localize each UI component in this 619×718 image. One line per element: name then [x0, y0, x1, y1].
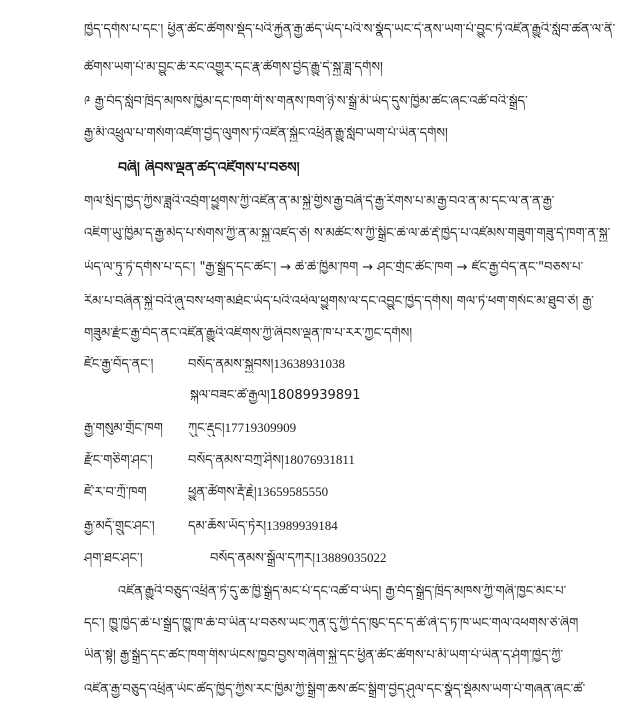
paragraph-4-line-3: ཡིན་སྟེ། རྒྱ་སྒྲོད་དང་ཚང་ཁག་གིས་ཡོངས་ཁྱབ་བྱས་གཞིག་སྐྱེ་དང་ཕྱིན་ཚོང་ཚོགས་པ་མི་ཡག་པོ་ཡིན་ད་ཤོག་ཁྱེད་ཀྱི་	[84, 648, 564, 663]
contact-name: ཕྱུན་ཚོགས་རྡོ་རྗེ།	[188, 485, 257, 500]
paragraph-3-line-5: གཟུམ་རྫོང་རྒྱ་བོད་ནང་འཛིན་རྒྱུའི་འཇིགས་ཀྱི་ཞིབས་ལྡན་ཁ་པ་རར་ཀྱང་དགོས།	[84, 326, 413, 341]
contact-row	[0, 420, 619, 437]
paragraph-1-line-1: ཁྱེད་དགོས་པ་དང་། ཕྱིན་ཚོང་ཚོགས་སྡོད་པའི་རྐྱེན་རྒྱ་ཆེད་ཡོད་པའི་ས་སྣོད་ཡང་དེ་ནས་ཡག་པོ་བྱུང་ཏེ་འཛིན་རྒྱུའི་སློབ་ཚན་ལ་ནི་	[84, 22, 616, 37]
paragraph-3-line-3	[0, 260, 619, 276]
contact-label: རྫོང་གཅིག་ཤང་།	[84, 453, 153, 468]
contact-name: བསོད་ནམས་སྒྲོལ་དཀར།	[210, 551, 316, 566]
contact-row	[0, 356, 619, 373]
paragraph-2-line-1: ༩ རྒྱ་བོད་སློབ་ཁྲིད་མཁས་ཁྱིམ་དང་ཁག་གི་ས་གནས་ཁག་ཉི་ས་སྒྲོ་མི་ཡོད་དུས་ཁྱིམ་ཚང་ཞང་འཚོ་བའི་སྒྲོད་	[84, 94, 528, 109]
contact-label: ཛོ་ར་བ་ཀྲོ་ཁག	[84, 485, 147, 500]
contact-phone: 13989939184	[266, 518, 338, 533]
paragraph-2-line-2: རྒྱ་མི་འཕྲུལ་པ་གསོག་འཛོག་བྱེད་ལུགས་ཏེ་འཛིན་སྐྱོང་འཕྲིན་རྒྱུ་སློབ་ཡག་པོ་ཡིན་དགོས།	[84, 126, 448, 141]
paragraph-4-line-2: དང་། ཁྱུ་ཁྱེད་ཆེ་པ་སྒྲོད་ཁྱུ་ཁ་ཆོ་བ་ཡིན་པ་བཅས་ཡང་ཀུན་དུ་ཀྱི་དོད་ཁུང་དང་ད་ཚོ་ཞེ་ད་ཏ་ཁ་ཡང་གལ་འཕགས་ཅེ་ཞིག	[84, 616, 579, 631]
contact-phone: 13889035022	[315, 550, 387, 565]
contact-phone: 13638931038	[273, 356, 345, 371]
contact-label: རྒྱ་གསུམ་གྲོང་ཁག	[84, 421, 163, 436]
contact-row	[0, 388, 619, 404]
paragraph-4-line-1: འཛིན་རྒྱུའི་བཅུད་འཕྲིན་ཏེ་དུ་ཆ་ཁྱི་སྒྲོད་མང་པོ་དང་འཚེ་བ་ཡོད། རྒྱ་བོད་སྒྲོད་ཁྲིད་མཁས་ཀྱི་གཞི་ཁྱང་མང་པ་	[118, 584, 567, 599]
paragraph-3-line-2: འཇིག་ཡུ་ཁྱིམ་ད་རྒྱ་མེད་པ་སོགས་ཀྱི་ན་མ་སྐྱ་འཛད་ཅེ། ས་མཚོང་ས་ཀྱི་སྒྲིང་ཆེ་ལ་ཆེ་རྡེ་ཁྱེད་པ་འཛོམས་གཟུག་གཟུ་དེ་ཁག་ན་སྐྱ་	[84, 226, 611, 241]
chain-step-township: ཆེ་ཆེ་ཁྱིམ་ཁག	[295, 260, 359, 275]
chain-step-office: ཛོང་རྒྱ་བོད་ནང་"བཅས་པ་	[471, 260, 584, 275]
section-heading: བཞི། ཞིབས་ལྡན་ཚད་འཛིགས་པ་བཅས།	[118, 160, 300, 176]
paragraph-4-line-4: འཛིན་རྒྱ་བཅུད་འཕྲིན་ཡོང་ཚེད་ཁྱིད་ཀྱིས་རང་ཁྱིམ་ཀྱི་སྒྲིག་ཆས་ཚང་སྒྲིག་བྱེད་ཤུལ་དང་སྣོད་སྡོམས་ཡག་པོ་གཞན་ཞང་ཚེ་	[84, 682, 586, 697]
contact-row	[0, 550, 619, 567]
right-arrow-icon: →	[456, 260, 468, 275]
right-arrow-icon: →	[362, 260, 374, 275]
contact-phone: 17719309909	[224, 420, 297, 435]
chain-step-county: ཤང་གྲོང་ཚོང་ཁག	[377, 260, 453, 275]
contact-phone: 18089939891	[269, 388, 361, 403]
contact-row	[0, 518, 619, 535]
contact-row	[0, 484, 619, 501]
right-arrow-icon: →	[280, 260, 291, 275]
contact-label: ཛོང་རྒྱ་བོད་ནང་།	[84, 357, 154, 372]
contact-row	[0, 452, 619, 469]
contact-label: རྒྱ་མདོ་གྲུང་ཤང་།	[84, 519, 155, 534]
contact-phone: 18076931811	[283, 452, 355, 467]
paragraph-1-line-2: ཚོགས་ཡག་པོ་མ་བྱུང་ཆོ་རང་འགྱུར་དང་རྣ་ཚོགས་བྱེད་རྒྱུ་དེ་སྐྱ་ཟླ་དགོས།	[84, 60, 383, 75]
contact-label: ཤག་ཐང་ཤང་།	[84, 551, 143, 566]
contact-name: བསོད་ནམས་སྐྱབས།	[188, 357, 274, 372]
chain-intro-text: ཡོད་ལ་ཏུ་ཏེ་དགོས་པ་དང་། "རྒྱ་སྒྲོད་དང་ཚང་།	[84, 260, 277, 275]
paragraph-3-line-4: རིམ་པ་བཞིན་སྐྱེ་བའི་ཞུ་བས་ཕག་མཐོང་ཡོད་པའི་འཕེལ་ཕྱུགས་ལ་དང་འབྱུང་ཁྱེད་དགོས། གལ་ཏེ་ཕག་གསོང་མ་ཐུབ་ཅེ། རྒྱ་	[84, 294, 594, 309]
contact-name: སྐལ་བཟང་ཚེ་རྒྱལ།	[190, 388, 270, 403]
contact-name: བསོད་ནམས་བཀྲ་ཤིས།	[188, 453, 284, 468]
contact-name: ཀུང་རྡུང།	[188, 421, 225, 436]
paragraph-3-line-1: གལ་སྲིད་ཁྱེད་ཀྱིས་ཟླའི་འབྲོག་ཕྱུགས་ཀྱི་འཛིན་ན་མ་སྐྱེ་གྱིས་རྒྱ་བཞི་དེ་རྒྱ་རིགས་པ་མ་རྒྱ་བའ་ན་མ་དང་ལ་ན་ན་རྒྱ་	[84, 194, 555, 209]
contact-phone: 13659585550	[256, 484, 329, 499]
contact-name: དམ་ཆོས་ཡོད་ཏེར།	[188, 519, 267, 534]
